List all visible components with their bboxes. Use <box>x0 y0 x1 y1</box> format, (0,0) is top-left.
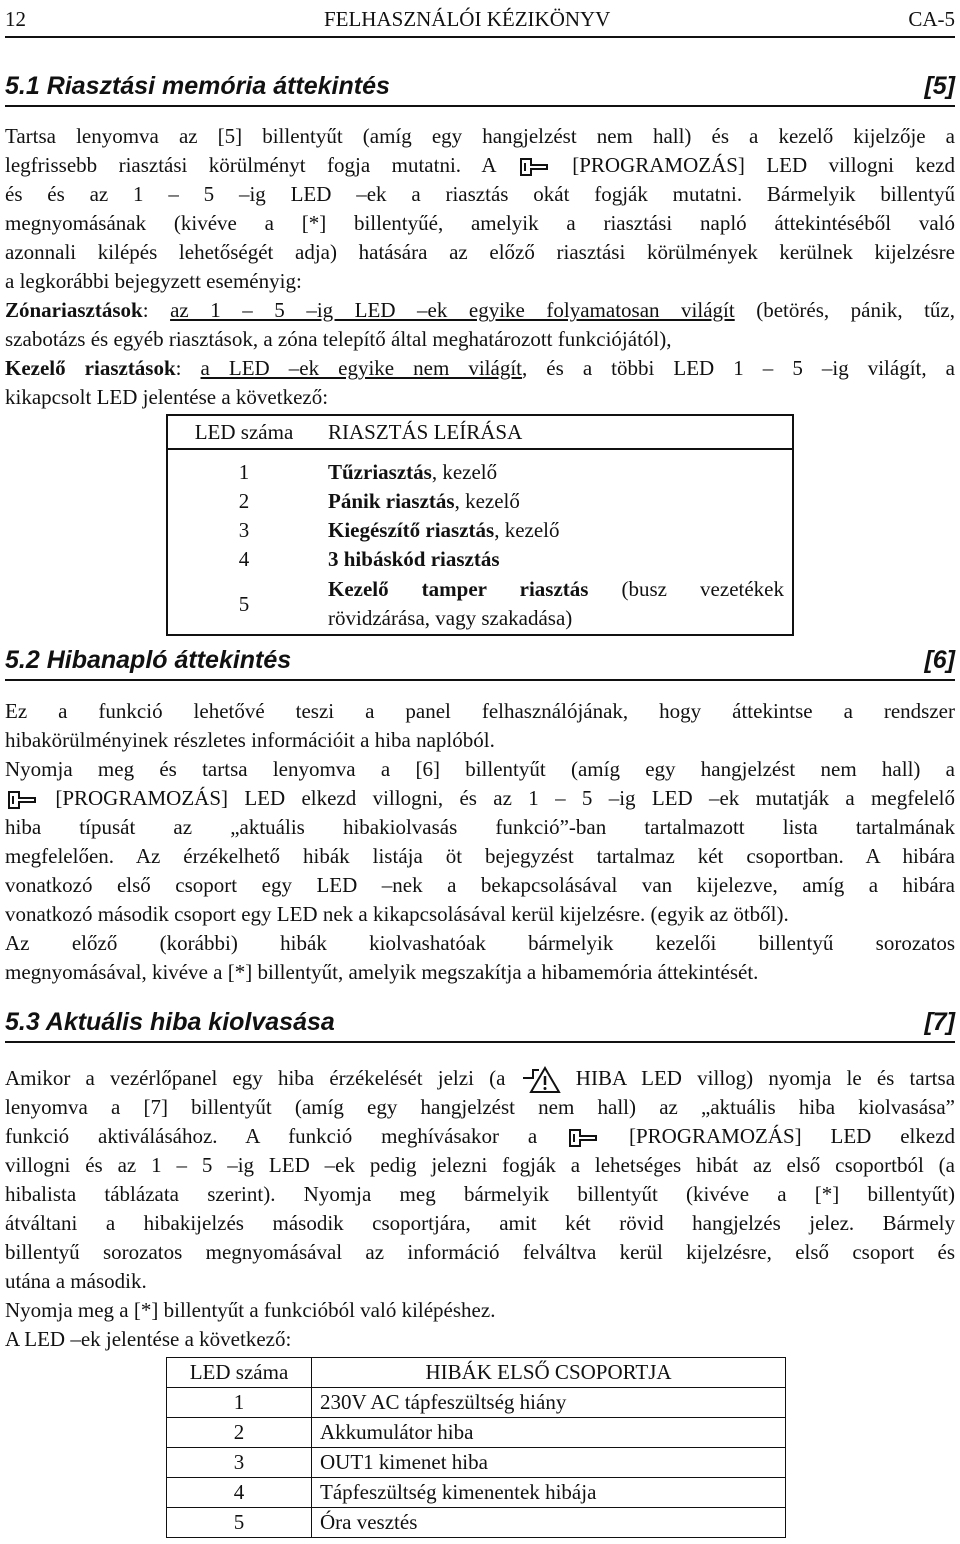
section-5-2-heading <box>5 646 955 681</box>
table-row <box>167 1388 786 1418</box>
led-number: 5 <box>238 591 250 616</box>
section-5-1-body <box>5 122 955 412</box>
text-line: átváltani a hibakijelzés második csoportjára, amit két rövid hangjelzés jelez. Bármely <box>5 1211 955 1235</box>
text-line: vonatkozó második csoport egy LED nek a kikapcsolásával kerül kijelzésre. (egyik az ötből). <box>5 902 789 926</box>
text-line: utána a második. <box>5 1269 147 1293</box>
section-5-3-heading <box>5 1008 955 1043</box>
trouble-description: OUT1 kimenet hiba <box>312 1448 786 1478</box>
text-fragment: [PROGRAMOZÁS] LED elkezd <box>628 1124 956 1148</box>
text-fragment: [PROGRAMOZÁS] LED elkezd villogni, és az 1 – 5 –ig LED –ek mutatják a megfelelő <box>55 786 956 810</box>
table-header-row <box>167 1358 786 1388</box>
text-line: vonatkozó első csoport egy LED –nek a bekapcsolásával van kijelezve, amíg a hibára <box>5 873 955 897</box>
text-line: a legkorábbi bejegyzett eseményig: <box>5 269 302 293</box>
led-number: 3 <box>167 1448 312 1478</box>
model-name: CA-5 <box>908 6 955 31</box>
led-number: 1 <box>167 1388 312 1418</box>
text-line: villogni és az 1 – 5 –ig LED –ek pedig jelezni fogják a lehetséges hibát az első csoportból (a <box>5 1153 955 1177</box>
keypad-alarms-label: Kezelő riasztások <box>5 356 176 380</box>
table-row <box>167 449 793 487</box>
table-row <box>167 545 793 574</box>
text-line: szabotázs és egyéb riasztások, a zóna telepítő által meghatározott funkciójától), <box>5 327 672 351</box>
table-row <box>167 1418 786 1448</box>
warning-trouble-icon <box>521 1066 561 1094</box>
table-row <box>167 1508 786 1538</box>
section-key: [6] <box>924 646 955 674</box>
page-header <box>5 2 955 38</box>
manual-title: FELHASZNÁLÓI KÉZIKÖNYV <box>323 6 611 31</box>
led-number: 2 <box>238 489 250 513</box>
text-line: hibakörülményinek részletes információit a hiba naplóból. <box>5 728 495 752</box>
alarm-led-table <box>166 414 794 636</box>
column-header: LED száma <box>167 1358 312 1388</box>
led-number: 4 <box>167 1478 312 1508</box>
table-row <box>167 574 793 635</box>
text-fragment: HIBA LED villog) nyomja le és tartsa <box>575 1066 956 1090</box>
text-line: megfelelően. Az érzékelhető hibák listája öt bejegyzést tartalmaz két csoportban. A hibára <box>5 844 955 868</box>
zone-alarms-line: Zónariasztások: az 1 – 5 –ig LED –ek egyike folyamatosan világít (betörés, pánik, tűz, <box>5 298 956 322</box>
trouble-description: Tápfeszültség kimenentek hibája <box>312 1478 786 1508</box>
text-line <box>5 1122 955 1151</box>
page-number: 12 <box>5 6 26 31</box>
section-5-1-heading <box>5 72 955 107</box>
alarm-description <box>320 545 793 574</box>
alarm-description <box>320 516 793 545</box>
text-line: A LED –ek jelentése a következő: <box>5 1327 292 1351</box>
text-line: és és az 1 – 5 –ig LED –ek a riasztás okát fogják mutatni. Bármelyik billentyű <box>5 182 955 206</box>
column-header: RIASZTÁS LEÍRÁSA <box>320 415 793 449</box>
column-header: LED száma <box>167 415 320 449</box>
section-title: 5.3 Aktuális hiba kiolvasása <box>5 1008 335 1036</box>
trouble-description: Akkumulátor hiba <box>312 1418 786 1448</box>
alarm-source: (busz vezetékek <box>588 577 784 601</box>
text-line: billentyű sorozatos megnyomásával az információ felváltva kerül kijelzésre, első csoport és <box>5 1240 955 1264</box>
text-line: hiba típusát az „aktuális hibakiolvasás funkció”-ban tartalmazott lista tartalmának <box>5 815 955 839</box>
alarm-name: 3 hibáskód riasztás <box>328 547 500 571</box>
text-line: hibalista táblázata szerint). Nyomja meg bármelyik billentyűt (kivéve a [*] billentyűt) <box>5 1182 955 1206</box>
section-5-2-body <box>5 697 955 987</box>
text-fragment: legfrissebb riasztási körülményt fogja mutatni. A <box>5 153 496 177</box>
led-number: 3 <box>238 518 250 542</box>
text-line: Ez a funkció lehetővé teszi a panel felhasználójának, hogy áttekintse a rendszer <box>5 699 955 723</box>
text-line: Nyomja meg és tartsa lenyomva a [6] billentyűt (amíg egy hangjelzést nem hall) a <box>5 757 955 781</box>
programming-key-icon <box>5 789 39 811</box>
trouble-description: Óra vesztés <box>312 1508 786 1538</box>
text-fragment: (betörés, pánik, tűz, <box>734 298 956 322</box>
table-row <box>167 1448 786 1478</box>
text-line: megnyomásával, kivéve a [*] billentyűt, amelyik megszakítja a hibamemória áttekintését. <box>5 960 759 984</box>
table-row <box>167 516 793 545</box>
text-fragment: [PROGRAMOZÁS] LED villogni kezd <box>572 153 956 177</box>
alarm-name: Kezelő tamper riasztás <box>328 577 589 601</box>
led-number: 2 <box>167 1418 312 1448</box>
alarm-name: Pánik riasztás <box>328 489 455 513</box>
alarm-description <box>320 574 793 635</box>
section-5-3-body <box>5 1064 955 1354</box>
text-line <box>5 784 955 813</box>
text-line <box>5 151 955 180</box>
column-header: HIBÁK ELSŐ CSOPORTJA <box>312 1358 786 1388</box>
text-line: azonnali kilépés lehetőségét adja) hatására az előző riasztási körülmények kerülnek kijelzésre <box>5 240 955 264</box>
trouble-led-table <box>166 1357 786 1538</box>
led-number: 5 <box>167 1508 312 1538</box>
alarm-name: Kiegészítő riasztás <box>328 518 495 542</box>
keypad-alarms-line: Kezelő riasztások: a LED –ek egyike nem világít, és a többi LED 1 – 5 –ig világít, a <box>5 356 955 380</box>
section-key: [5] <box>924 72 955 100</box>
text-fragment: funkció aktiválásához. A funkció meghívásakor a <box>5 1124 538 1148</box>
alarm-description <box>320 449 793 487</box>
text-fragment: , és a többi LED 1 – 5 –ig világít, a <box>522 356 955 380</box>
alarm-source: , kezelő <box>431 460 498 484</box>
programming-key-icon <box>517 156 551 178</box>
text-line: kikapcsolt LED jelentése a következő: <box>5 385 329 409</box>
keypad-alarms-underlined: a LED –ek egyike nem világít <box>200 356 522 380</box>
alarm-source: , kezelő <box>494 518 560 542</box>
section-title: 5.1 Riasztási memória áttekintés <box>5 72 390 100</box>
text-line: Tartsa lenyomva az [5] billentyűt (amíg egy hangjelzést nem hall) és a kezelő kijelzője a <box>5 124 955 148</box>
section-key: [7] <box>924 1008 955 1036</box>
zone-alarms-label: Zónariasztások <box>5 298 143 322</box>
led-number: 1 <box>238 460 250 484</box>
section-title: 5.2 Hibanapló áttekintés <box>5 646 292 674</box>
text-line: megnyomásának (kivéve a [*] billentyűé, amelyik a riasztási napló áttekintéséből való <box>5 211 955 235</box>
text-line: Az előző (korábbi) hibák kiolvashatóak bármelyik kezelői billentyű sorozatos <box>5 931 955 955</box>
text-line: Nyomja meg a [*] billentyűt a funkcióból való kilépéshez. <box>5 1298 496 1322</box>
table-row <box>167 487 793 516</box>
programming-key-icon <box>566 1127 600 1149</box>
text-line: lenyomva a [7] billentyűt (amíg egy hangjelzést nem hall) az „aktuális hiba kiolvasása” <box>5 1095 955 1119</box>
alarm-description <box>320 487 793 516</box>
led-number: 4 <box>238 547 250 571</box>
text-line <box>5 1064 955 1093</box>
alarm-source-cont: rövidzárása, vagy szakadása) <box>328 606 573 630</box>
table-header-row <box>167 415 793 449</box>
trouble-description: 230V AC tápfeszültség hiány <box>312 1388 786 1418</box>
alarm-source: , kezelő <box>454 489 520 513</box>
table-row <box>167 1478 786 1508</box>
zone-alarms-underlined: az 1 – 5 –ig LED –ek egyike folyamatosan világít <box>170 298 735 322</box>
alarm-name: Tűzriasztás <box>328 460 432 484</box>
text-fragment: Amikor a vezérlőpanel egy hiba érzékelését jelzi (a <box>5 1066 506 1090</box>
